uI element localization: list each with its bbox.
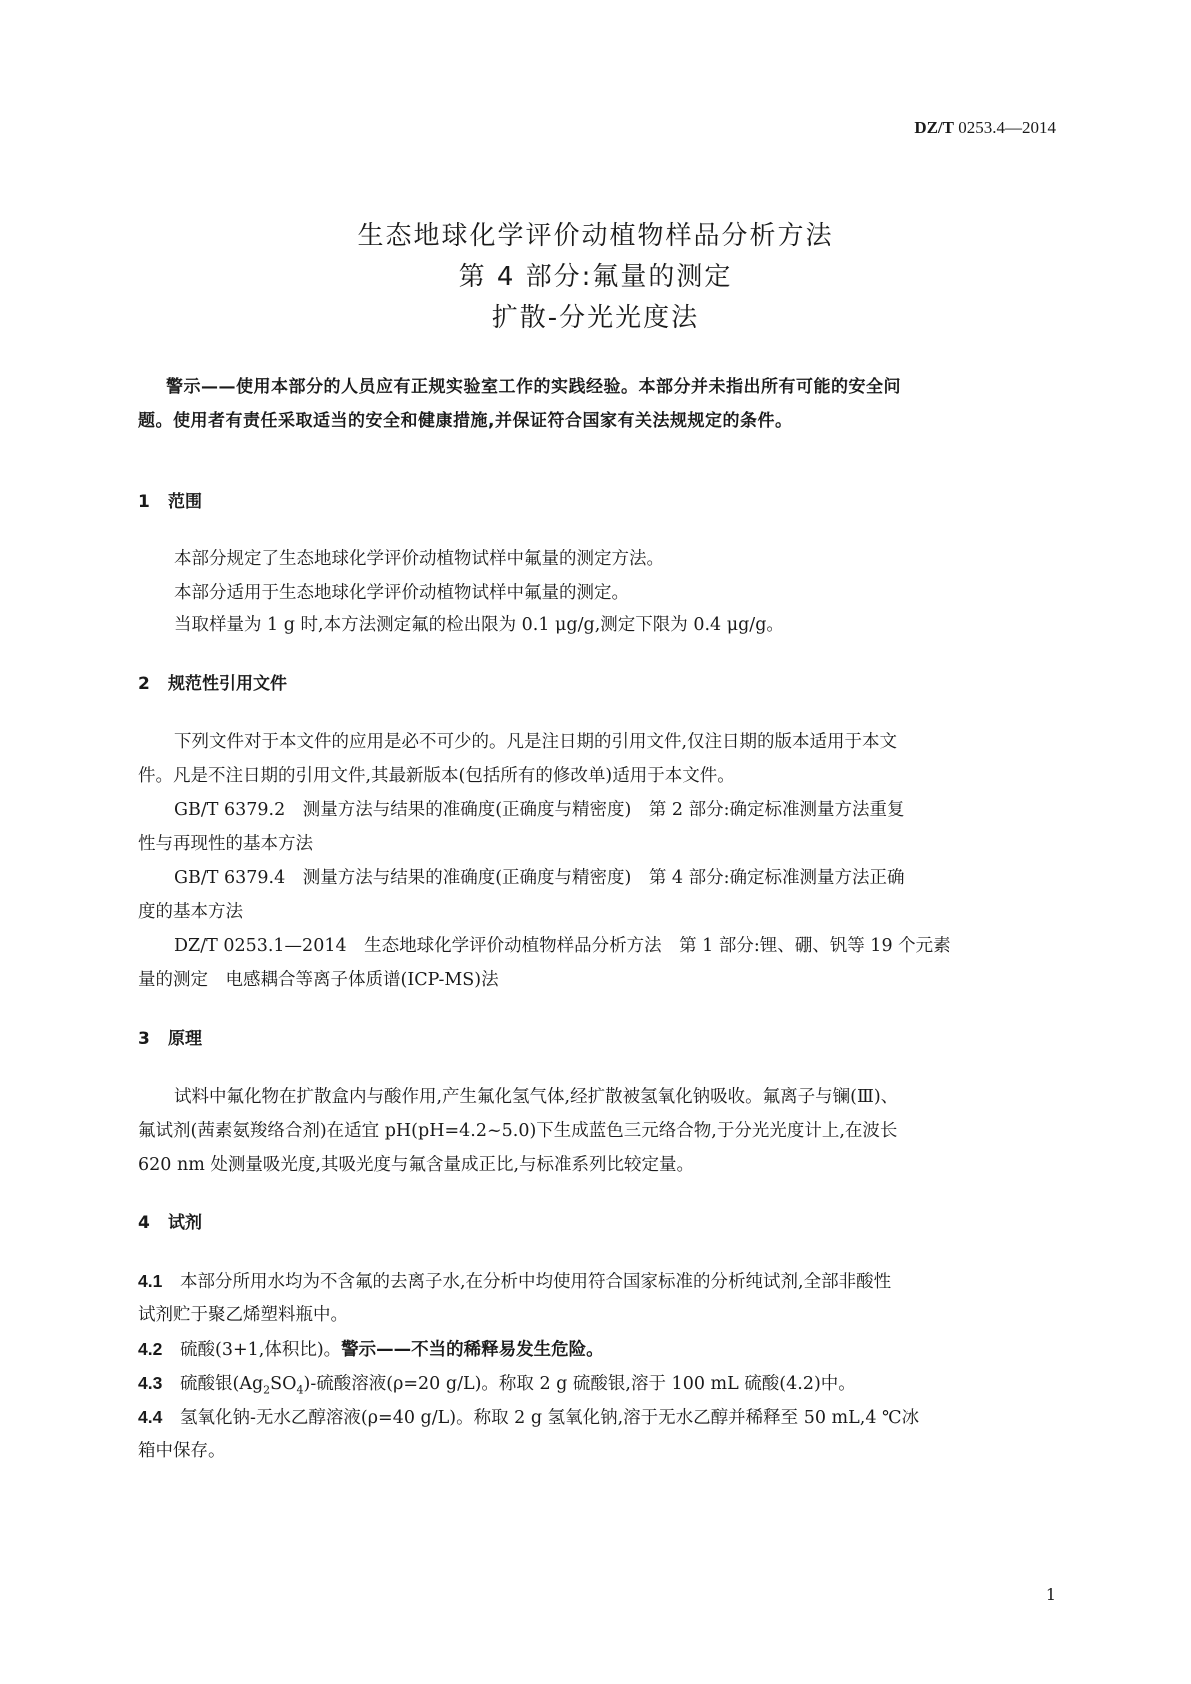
clause-text: 硫酸(3+1,体积比)。 <box>180 1340 342 1360</box>
document-method: 扩散-分光光度法 <box>491 303 700 333</box>
section-number: 2 <box>138 674 150 694</box>
reference-1-line-2: 性与再现性的基本方法 <box>138 834 313 854</box>
warning-line-1: 警示——使用本部分的人员应有正规实验室工作的实践经验。本部分并未指出所有可能的安全问 <box>166 377 901 397</box>
clause-number: 4.3 <box>138 1373 163 1393</box>
normative-paragraph-line-2: 件。凡是不注日期的引用文件,其最新版本(包括所有的修改单)适用于本文件。 <box>138 766 735 786</box>
scope-paragraph-2: 本部分适用于生态地球化学评价动植物试样中氟量的测定。 <box>174 583 629 603</box>
clause-text-part: 硫酸银(Ag <box>180 1374 264 1394</box>
subscript: 4 <box>296 1383 304 1397</box>
section-2-heading <box>138 669 287 694</box>
section-number: 1 <box>138 492 150 512</box>
clause-4-1-line-2: 试剂贮于聚乙烯塑料瓶中。 <box>138 1305 348 1325</box>
section-title: 规范性引用文件 <box>168 674 287 694</box>
standard-prefix: DZ/T <box>914 118 954 137</box>
clause-text-part: )-硫酸溶液(ρ=20 g/L)。称取 2 g 硫酸银,溶于 100 mL 硫酸(4.2)中。 <box>303 1374 856 1394</box>
reference-2-line-1: GB/T 6379.4 测量方法与结果的准确度(正确度与精密度) 第 4 部分:确定标准测量方法正确 <box>174 868 905 888</box>
section-title: 范围 <box>168 492 202 512</box>
reference-3-line-2: 量的测定 电感耦合等离子体质谱(ICP-MS)法 <box>138 970 499 990</box>
scope-paragraph-1: 本部分规定了生态地球化学评价动植物试样中氟量的测定方法。 <box>174 549 664 569</box>
page-number: 1 <box>1045 1585 1056 1604</box>
clause-4-4-line-2: 箱中保存。 <box>138 1441 226 1461</box>
section-4-heading <box>138 1208 202 1233</box>
section-1-heading <box>138 487 202 512</box>
section-title: 原理 <box>168 1029 202 1049</box>
scope-paragraph-3: 当取样量为 1 g 时,本方法测定氟的检出限为 0.1 μg/g,测定下限为 0.4 μg/g。 <box>174 615 784 635</box>
standard-number: 0253.4—2014 <box>958 118 1056 137</box>
principle-line-3: 620 nm 处测量吸光度,其吸光度与氟含量成正比,与标准系列比较定量。 <box>138 1155 695 1175</box>
clause-number: 4.1 <box>138 1271 163 1291</box>
clause-warning: 警示——不当的稀释易发生危险。 <box>341 1340 604 1360</box>
section-3-heading <box>138 1024 202 1049</box>
clause-4-1-line-1 <box>138 1264 1055 1299</box>
document-subtitle: 第 4 部分:氟量的测定 <box>458 262 733 292</box>
clause-number: 4.4 <box>138 1407 163 1427</box>
subscript: 2 <box>263 1383 271 1397</box>
clause-text-part: SO <box>270 1374 297 1394</box>
principle-line-1: 试料中氟化物在扩散盒内与酸作用,产生氟化氢气体,经扩散被氢氧化钠吸收。氟离子与镧(Ⅲ)、 <box>174 1087 899 1107</box>
normative-paragraph-line-1: 下列文件对于本文件的应用是必不可少的。凡是注日期的引用文件,仅注日期的版本适用于本文 <box>174 732 898 752</box>
standard-code <box>914 118 1056 138</box>
section-number: 4 <box>138 1213 150 1233</box>
principle-line-2: 氟试剂(茜素氨羧络合剂)在适宜 pH(pH=4.2~5.0)下生成蓝色三元络合物,于分光光度计上,在波长 <box>138 1121 898 1141</box>
clause-number: 4.2 <box>138 1339 163 1359</box>
clause-text: 氢氧化钠-无水乙醇溶液(ρ=40 g/L)。称取 2 g 氢氧化钠,溶于无水乙醇并稀释至 50 mL,4 ℃冰 <box>180 1408 920 1428</box>
clause-4-2 <box>138 1332 1055 1367</box>
section-number: 3 <box>138 1029 150 1049</box>
clause-text: 本部分所用水均为不含氟的去离子水,在分析中均使用符合国家标准的分析纯试剂,全部非酸性 <box>180 1272 892 1292</box>
warning-line-2: 题。使用者有责任采取适当的安全和健康措施,并保证符合国家有关法规规定的条件。 <box>138 411 793 431</box>
reference-1-line-1: GB/T 6379.2 测量方法与结果的准确度(正确度与精密度) 第 2 部分:确定标准测量方法重复 <box>174 800 905 820</box>
document-title: 生态地球化学评价动植物样品分析方法 <box>357 221 834 251</box>
clause-4-4-line-1 <box>138 1400 1055 1435</box>
reference-3-line-1: DZ/T 0253.1—2014 生态地球化学评价动植物样品分析方法 第 1 部分:锂、硼、钒等 19 个元素 <box>174 936 951 956</box>
section-title: 试剂 <box>168 1213 202 1233</box>
reference-2-line-2: 度的基本方法 <box>138 902 243 922</box>
